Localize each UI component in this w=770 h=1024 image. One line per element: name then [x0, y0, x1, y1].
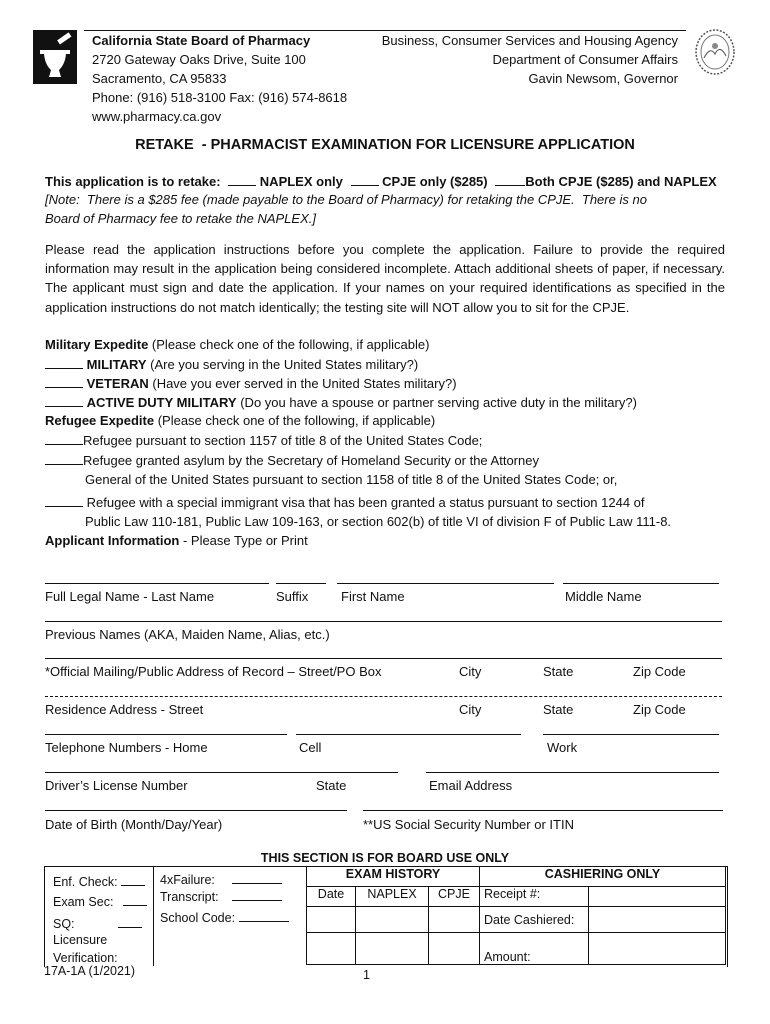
active-duty-checkbox[interactable] — [45, 394, 83, 407]
applicant-heading-label: Applicant Information — [45, 533, 180, 548]
amount-field[interactable] — [589, 933, 726, 965]
active-duty-label: ACTIVE DUTY MILITARY — [86, 395, 237, 410]
date-cashiered-label: Date Cashiered: — [480, 907, 589, 933]
seal-icon — [694, 28, 736, 76]
mailing-state-label: State — [543, 664, 574, 679]
military-label: MILITARY — [86, 357, 147, 372]
mortar-pestle-icon — [33, 30, 77, 84]
residence-address-label: Residence Address - Street — [45, 702, 204, 717]
military-option — [45, 356, 418, 373]
org-phone: Phone: (916) 518-3100 Fax: (916) 574-8618 — [92, 90, 348, 105]
applicant-heading-note: - Please Type or Print — [179, 533, 308, 548]
sq-field[interactable] — [118, 915, 142, 928]
col-cpje: CPJE — [429, 887, 480, 907]
work-phone-label: Work — [547, 740, 578, 755]
refugee-2-checkbox[interactable] — [45, 452, 83, 465]
board-use-heading: THIS SECTION IS FOR BOARD USE ONLY — [260, 851, 510, 865]
exam-history-heading: EXAM HISTORY — [307, 867, 480, 887]
dob-field[interactable] — [45, 810, 347, 811]
exam-date-cell-2[interactable] — [307, 933, 356, 965]
retake-lead: This application is to retake: — [45, 174, 221, 189]
agency-line-2: Department of Consumer Affairs — [492, 52, 678, 67]
residence-city-label: City — [459, 702, 482, 717]
military-heading — [45, 337, 429, 353]
refugee-option-2 — [45, 452, 539, 469]
middle-name-label: Middle Name — [565, 589, 642, 604]
veteran-checkbox[interactable] — [45, 375, 83, 388]
mailing-city-label: City — [459, 664, 482, 679]
transcript-text: Transcript: — [160, 890, 219, 904]
agency-line-1: Business, Consumer Services and Housing Agency — [381, 33, 678, 48]
last-name-label: Full Legal Name - Last Name — [45, 589, 215, 604]
failure-field[interactable] — [232, 871, 282, 884]
refugee-heading-label: Refugee Expedite — [45, 413, 155, 428]
licensure-label-2: Verification: — [53, 951, 118, 965]
exam-naplex-cell-1[interactable] — [356, 907, 429, 933]
home-phone-field[interactable] — [45, 734, 287, 735]
previous-names-field[interactable] — [45, 621, 722, 622]
transcript-label — [160, 888, 282, 905]
email-field[interactable] — [426, 772, 719, 773]
failure-label — [160, 871, 282, 888]
applicant-heading — [45, 533, 308, 549]
school-code-text: School Code: — [160, 911, 236, 925]
date-cashiered-field[interactable] — [589, 907, 726, 933]
residence-zip-label: Zip Code — [633, 702, 686, 717]
cell-phone-field[interactable] — [296, 734, 521, 735]
veteran-label: VETERAN — [86, 376, 149, 391]
ssn-field[interactable] — [363, 810, 723, 811]
failure-text: 4xFailure: — [160, 873, 215, 887]
last-name-field[interactable] — [45, 583, 269, 584]
amount-label: Amount: — [480, 933, 589, 965]
both-checkbox[interactable] — [495, 173, 525, 186]
naplex-only-checkbox[interactable] — [228, 173, 256, 186]
exam-history-table — [306, 866, 726, 965]
previous-names-label: Previous Names (AKA, Maiden Name, Alias, etc.) — [45, 627, 330, 642]
work-phone-field[interactable] — [543, 734, 719, 735]
school-code-label — [160, 909, 289, 926]
receipt-label: Receipt #: — [480, 887, 589, 907]
first-name-label: First Name — [341, 589, 405, 604]
refugee-heading-note: (Please check one of the following, if applicable) — [154, 413, 436, 428]
instructions-paragraph: Please read the application instructions before you complete the application. Failure to provide the required information may result in the application being considered incomplete. Attach additional sheets of paper, if necessary. The applicant must sign and date the application. If your names on your required identifications as specified in the application instructions do not match identically; the testing site will NOT allow you to sit for the CPJE. — [45, 242, 725, 315]
licensure-label-1: Licensure — [53, 933, 108, 947]
col-naplex: NAPLEX — [356, 887, 429, 907]
refugee-option-3 — [45, 494, 645, 511]
mailing-address-label: *Official Mailing/Public Address of Record – Street/PO Box — [45, 664, 382, 679]
sq-label — [53, 915, 142, 932]
military-heading-label: Military Expedite — [45, 337, 149, 352]
receipt-field[interactable] — [589, 887, 726, 907]
page-number: 1 — [363, 968, 370, 982]
middle-name-field[interactable] — [563, 583, 719, 584]
transcript-field[interactable] — [232, 888, 282, 901]
page-title: RETAKE - PHARMACIST EXAMINATION FOR LICENSURE APPLICATION — [135, 137, 635, 153]
drivers-license-label: Driver’s License Number — [45, 778, 188, 793]
col-date: Date — [307, 887, 356, 907]
board-left-divider — [153, 866, 154, 966]
enf-check-field[interactable] — [121, 873, 145, 886]
exam-cpje-cell-2[interactable] — [429, 933, 480, 965]
military-heading-note: (Please check one of the following, if applicable) — [148, 337, 430, 352]
naplex-only-label: NAPLEX only — [259, 174, 343, 189]
org-address-2: Sacramento, CA 95833 — [92, 71, 227, 86]
active-duty-option — [45, 394, 637, 411]
dl-state-label: State — [316, 778, 347, 793]
dob-label: Date of Birth (Month/Day/Year) — [45, 817, 223, 832]
ssn-label: **US Social Security Number or ITIN — [363, 817, 574, 832]
military-checkbox[interactable] — [45, 356, 83, 369]
refugee-2-continued: General of the United States pursuant to section 1158 of title 8 of the United States Code; or, — [85, 472, 618, 487]
both-label: Both CPJE ($285) and NAPLEX — [525, 174, 717, 189]
form-id: 17A-1A (1/2021) — [44, 964, 136, 978]
refugee-2-label: Refugee granted asylum by the Secretary of Homeland Security or the Attorney — [83, 453, 539, 468]
org-address-1: 2720 Gateway Oaks Drive, Suite 100 — [92, 52, 306, 67]
mailing-zip-label: Zip Code — [633, 664, 686, 679]
veteran-option — [45, 375, 457, 392]
drivers-license-field[interactable] — [45, 772, 398, 773]
cashiering-heading: CASHIERING ONLY — [480, 867, 726, 887]
exam-cpje-cell-1[interactable] — [429, 907, 480, 933]
state-seal — [694, 28, 736, 76]
refugee-1-label: Refugee pursuant to section 1157 of title 8 of the United States Code; — [83, 433, 483, 448]
exam-sec-label — [53, 893, 147, 910]
cpje-only-checkbox[interactable] — [351, 173, 379, 186]
email-label: Email Address — [429, 778, 513, 793]
refugee-1-checkbox[interactable] — [45, 432, 83, 445]
enf-check-text: Enf. Check: — [53, 875, 118, 889]
retake-options — [45, 173, 717, 190]
suffix-label: Suffix — [276, 589, 309, 604]
residence-state-label: State — [543, 702, 574, 717]
military-desc: (Are you serving in the United States military?) — [146, 357, 419, 372]
retake-note-1: [Note: There is a $285 fee (made payable to the Board of Pharmacy) for retaking the CPJE. There is no — [45, 192, 647, 207]
school-code-field[interactable] — [239, 909, 289, 922]
org-website[interactable]: www.pharmacy.ca.gov — [92, 109, 222, 124]
veteran-desc: (Have you ever served in the United States military?) — [148, 376, 457, 391]
agency-line-3: Gavin Newsom, Governor — [528, 71, 678, 86]
residence-address-field[interactable] — [45, 696, 722, 697]
refugee-3-continued: Public Law 110-181, Public Law 109-163, or section 602(b) of title VI of division F of Public Law 111-8. — [85, 514, 672, 529]
org-name: California State Board of Pharmacy — [92, 33, 311, 48]
enf-check-label — [53, 873, 145, 890]
mailing-address-field[interactable] — [45, 658, 722, 659]
exam-naplex-cell-2[interactable] — [356, 933, 429, 965]
refugee-3-label: Refugee with a special immigrant visa that has been granted a status pursuant to section 1244 of — [86, 495, 645, 510]
exam-date-cell-1[interactable] — [307, 907, 356, 933]
refugee-option-1 — [45, 432, 482, 449]
suffix-field[interactable] — [276, 583, 326, 584]
exam-sec-text: Exam Sec: — [53, 895, 114, 909]
cell-phone-label: Cell — [299, 740, 322, 755]
refugee-3-checkbox[interactable] — [45, 494, 83, 507]
first-name-field[interactable] — [337, 583, 554, 584]
refugee-heading — [45, 413, 435, 429]
cpje-only-label: CPJE only ($285) — [382, 174, 488, 189]
board-logo — [33, 30, 77, 84]
active-duty-desc: (Do you have a spouse or partner serving active duty in the military?) — [236, 395, 637, 410]
retake-note-2: Board of Pharmacy fee to retake the NAPLEX.] — [45, 211, 316, 226]
home-phone-label: Telephone Numbers - Home — [45, 740, 208, 755]
exam-sec-field[interactable] — [123, 893, 147, 906]
sq-text: SQ: — [53, 917, 75, 931]
